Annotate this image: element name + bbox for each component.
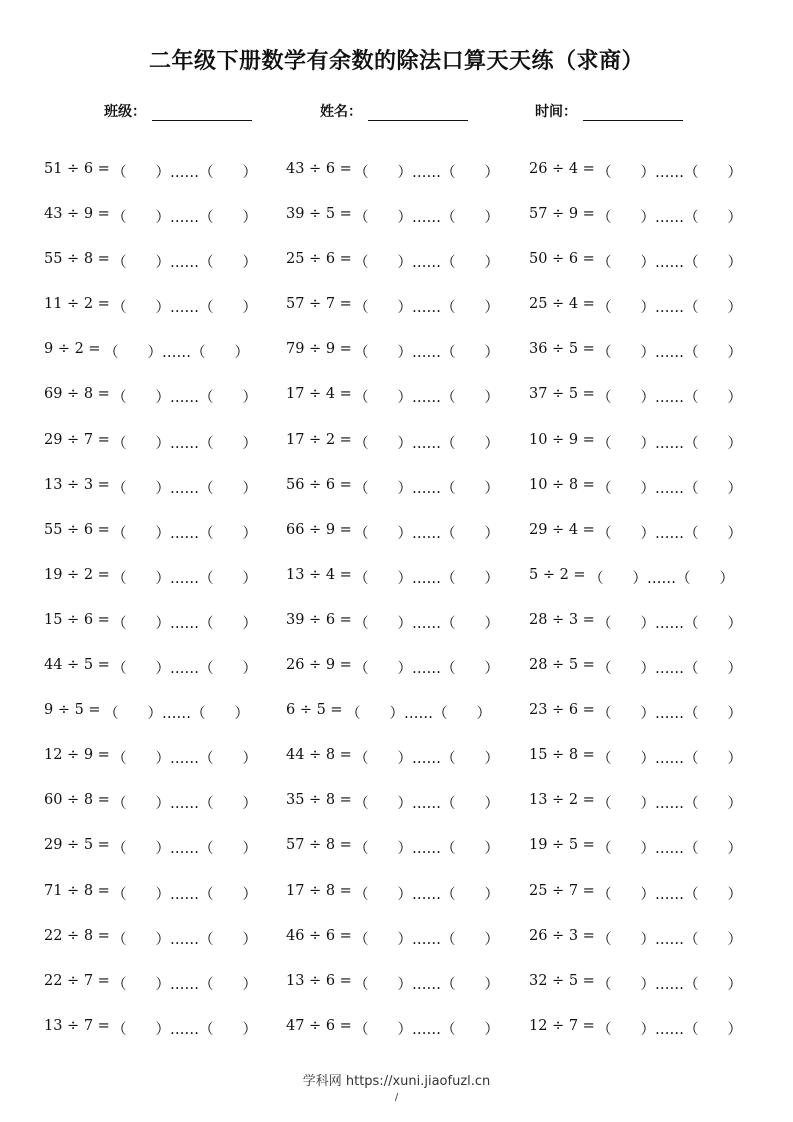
problem-expression: 35 ÷ 8 = [286,792,352,809]
answer-blanks[interactable]: （ ）……（ ） [589,570,734,587]
problem-row [44,150,764,195]
answer-blanks[interactable]: （ ）……（ ） [112,976,257,993]
problem-expression: 66 ÷ 9 = [286,521,352,538]
problem-expression: 57 ÷ 9 = [529,206,595,223]
problem-item [286,432,526,454]
problem-item [286,477,526,499]
problem-row [44,646,764,691]
problem-row [44,330,764,375]
answer-blanks[interactable]: （ ）……（ ） [354,480,499,497]
problem-expression: 22 ÷ 8 = [44,927,110,944]
answer-blanks[interactable]: （ ）……（ ） [354,931,499,948]
problem-item [286,702,526,724]
problem-item [44,928,284,950]
problem-expression: 60 ÷ 8 = [44,792,110,809]
problem-item [286,206,526,228]
problem-expression: 10 ÷ 8 = [529,476,595,493]
problem-expression: 55 ÷ 8 = [44,251,110,268]
problem-expression: 43 ÷ 6 = [286,161,352,177]
footer-watermark: 学科网 https://xuni.jiaofuzl.cn [302,1074,491,1089]
answer-blanks[interactable]: （ ）……（ ） [354,345,499,362]
answer-blanks[interactable]: （ ）……（ ） [112,480,257,497]
problem-expression: 26 ÷ 3 = [529,927,595,944]
problem-item [44,206,284,228]
answer-blanks[interactable]: （ ）……（ ） [354,661,499,678]
problem-item [529,747,769,769]
answer-blanks[interactable]: （ ）……（ ） [112,661,257,678]
answer-blanks[interactable]: （ ）……（ ） [597,886,742,903]
answer-blanks[interactable]: （ ）……（ ） [597,751,742,768]
answer-blanks[interactable]: （ ）……（ ） [597,615,742,632]
problem-expression: 29 ÷ 4 = [529,521,595,538]
problem-item [44,522,284,544]
answer-blanks[interactable]: （ ）……（ ） [597,300,742,317]
problem-expression: 25 ÷ 7 = [529,882,595,899]
problem-item [44,702,284,724]
answer-blanks[interactable]: （ ）……（ ） [597,255,742,272]
answer-blanks[interactable]: （ ）……（ ） [354,165,499,181]
problem-row [44,872,764,917]
answer-blanks[interactable]: （ ）……（ ） [112,210,257,227]
problem-item [44,161,284,183]
problem-item [44,296,284,318]
problem-item [529,702,769,724]
answer-blanks[interactable]: （ ）……（ ） [354,390,499,407]
problem-row [44,285,764,330]
problem-expression: 17 ÷ 8 = [286,882,352,899]
problem-row [44,375,764,420]
problem-item [286,747,526,769]
class-field [104,100,252,121]
problem-item [529,432,769,454]
answer-blanks[interactable]: （ ）……（ ） [112,300,257,317]
problem-row [44,195,764,240]
answer-blanks[interactable]: （ ）……（ ） [597,480,742,497]
problem-item [286,161,526,183]
problem-item [286,296,526,318]
problem-expression: 5 ÷ 2 = [529,566,586,583]
answer-blanks[interactable]: （ ）……（ ） [597,165,742,181]
problem-row [44,691,764,736]
answer-blanks[interactable]: （ ）……（ ） [597,390,742,407]
problem-item [286,522,526,544]
problem-expression: 26 ÷ 9 = [286,657,352,674]
answer-blanks[interactable]: （ ）……（ ） [112,931,257,948]
answer-blanks[interactable]: （ ）……（ ） [354,751,499,768]
problem-expression: 9 ÷ 5 = [44,702,101,719]
answer-blanks[interactable]: （ ）……（ ） [354,886,499,903]
answer-blanks[interactable]: （ ）……（ ） [354,841,499,858]
answer-blanks[interactable]: （ ）……（ ） [597,796,742,813]
time-field [535,100,683,121]
answer-blanks[interactable]: （ ）……（ ） [112,751,257,768]
answer-blanks[interactable]: （ ）……（ ） [597,976,742,993]
problem-expression: 79 ÷ 9 = [286,341,352,358]
problem-item [286,928,526,950]
problem-expression: 13 ÷ 7 = [44,1017,110,1034]
problem-item [44,432,284,454]
problem-expression: 17 ÷ 2 = [286,431,352,448]
problem-item [529,161,769,183]
name-field [320,100,468,121]
problem-item [286,973,526,995]
problem-item [44,477,284,499]
problem-expression: 57 ÷ 8 = [286,837,352,854]
problem-item [286,612,526,634]
problem-item [286,386,526,408]
answer-blanks[interactable]: （ ）……（ ） [597,706,742,723]
answer-blanks[interactable]: （ ）……（ ） [112,165,257,181]
answer-blanks[interactable]: （ ）……（ ） [112,1021,257,1038]
problem-item [529,1018,769,1040]
answer-blanks[interactable]: （ ）……（ ） [112,841,257,858]
problem-expression: 39 ÷ 5 = [286,206,352,223]
problem-item [286,341,526,363]
problem-expression: 17 ÷ 4 = [286,386,352,403]
problem-expression: 47 ÷ 6 = [286,1017,352,1034]
problem-row [44,917,764,962]
problem-item [44,883,284,905]
problem-expression: 55 ÷ 6 = [44,521,110,538]
problem-item [286,251,526,273]
answer-blanks[interactable]: （ ）……（ ） [112,796,257,813]
time-blank[interactable] [583,100,683,121]
answer-blanks[interactable]: （ ）……（ ） [597,841,742,858]
answer-blanks[interactable]: （ ）……（ ） [354,1021,499,1038]
name-blank[interactable] [368,100,468,121]
problem-item [529,251,769,273]
problem-grid [44,150,764,1052]
problem-item [529,206,769,228]
problem-expression: 36 ÷ 5 = [529,341,595,358]
answer-blanks[interactable]: （ ）……（ ） [597,931,742,948]
answer-blanks[interactable]: （ ）……（ ） [597,1021,742,1038]
answer-blanks[interactable]: （ ）……（ ） [112,390,257,407]
problem-expression: 69 ÷ 8 = [44,386,110,403]
problem-item [44,837,284,859]
problem-item [44,567,284,589]
problem-item [529,928,769,950]
problem-row [44,781,764,826]
problem-expression: 12 ÷ 7 = [529,1017,595,1034]
problem-row [44,421,764,466]
problem-item [529,973,769,995]
problem-item [529,837,769,859]
answer-blanks[interactable]: （ ）……（ ） [597,435,742,452]
problem-expression: 12 ÷ 9 = [44,747,110,764]
problem-expression: 44 ÷ 5 = [44,657,110,674]
problem-expression: 46 ÷ 6 = [286,927,352,944]
problem-expression: 50 ÷ 6 = [529,251,595,268]
problem-row [44,736,764,781]
problem-expression: 29 ÷ 5 = [44,837,110,854]
problem-item [529,477,769,499]
problem-expression: 13 ÷ 2 = [529,792,595,809]
answer-blanks[interactable]: （ ）……（ ） [112,525,257,542]
answer-blanks[interactable]: （ ）……（ ） [112,435,257,452]
problem-expression: 43 ÷ 9 = [44,206,110,223]
problem-expression: 23 ÷ 6 = [529,702,595,719]
problem-item [44,341,284,363]
problem-expression: 29 ÷ 7 = [44,431,110,448]
problem-expression: 13 ÷ 6 = [286,972,352,989]
problem-item [529,341,769,363]
answer-blanks[interactable]: （ ）……（ ） [354,435,499,452]
answer-blanks[interactable]: （ ）……（ ） [354,976,499,993]
time-label: 时间： [535,104,577,120]
answer-blanks[interactable]: （ ）……（ ） [597,525,742,542]
problem-row [44,240,764,285]
problem-expression: 11 ÷ 2 = [44,296,110,313]
problem-item [286,657,526,679]
problem-expression: 32 ÷ 5 = [529,972,595,989]
problem-item [44,973,284,995]
answer-blanks[interactable]: （ ）……（ ） [597,210,742,227]
problem-expression: 28 ÷ 5 = [529,657,595,674]
problem-item [529,386,769,408]
problem-row [44,466,764,511]
page-title: 二年级下册数学有余数的除法口算天天练（求商） [148,49,644,74]
problem-expression: 9 ÷ 2 = [44,341,101,358]
problem-item [44,1018,284,1040]
problem-expression: 37 ÷ 5 = [529,386,595,403]
problem-expression: 15 ÷ 6 = [44,611,110,628]
problem-item [286,1018,526,1040]
class-blank[interactable] [152,100,252,121]
problem-expression: 26 ÷ 4 = [529,161,595,177]
problem-item [529,657,769,679]
problem-item [529,296,769,318]
problem-item [529,612,769,634]
page-mark: / [394,1092,399,1103]
problem-item [286,792,526,814]
answer-blanks[interactable]: （ ）……（ ） [112,570,257,587]
problem-row [44,962,764,1007]
problem-expression: 57 ÷ 7 = [286,296,352,313]
problem-expression: 10 ÷ 9 = [529,431,595,448]
answer-blanks[interactable]: （ ）……（ ） [112,615,257,632]
answer-blanks[interactable]: （ ）……（ ） [354,615,499,632]
answer-blanks[interactable]: （ ）……（ ） [354,300,499,317]
class-label: 班级： [104,104,146,120]
answer-blanks[interactable]: （ ）……（ ） [354,525,499,542]
problem-expression: 19 ÷ 5 = [529,837,595,854]
problem-expression: 6 ÷ 5 = [286,702,343,719]
problem-expression: 28 ÷ 3 = [529,611,595,628]
problem-expression: 22 ÷ 7 = [44,972,110,989]
answer-blanks[interactable]: （ ）……（ ） [354,210,499,227]
problem-expression: 25 ÷ 4 = [529,296,595,313]
problem-item [44,657,284,679]
problem-expression: 25 ÷ 6 = [286,251,352,268]
answer-blanks[interactable]: （ ）……（ ） [354,796,499,813]
answer-blanks[interactable]: （ ）……（ ） [597,345,742,362]
problem-item [286,883,526,905]
problem-expression: 56 ÷ 6 = [286,476,352,493]
problem-item [529,567,769,589]
problem-item [44,612,284,634]
problem-item [529,883,769,905]
answer-blanks[interactable]: （ ）……（ ） [346,706,491,723]
problem-item [44,792,284,814]
problem-item [44,251,284,273]
problem-expression: 13 ÷ 3 = [44,476,110,493]
problem-item [529,522,769,544]
problem-row [44,601,764,646]
answer-blanks[interactable]: （ ）……（ ） [354,570,499,587]
problem-row [44,511,764,556]
answer-blanks[interactable]: （ ）……（ ） [104,345,249,362]
problem-expression: 15 ÷ 8 = [529,747,595,764]
problem-item [286,837,526,859]
answer-blanks[interactable]: （ ）……（ ） [597,661,742,678]
answer-blanks[interactable]: （ ）……（ ） [354,255,499,272]
problem-row [44,826,764,871]
problem-item [286,567,526,589]
problem-expression: 39 ÷ 6 = [286,611,352,628]
answer-blanks[interactable]: （ ）……（ ） [112,886,257,903]
problem-expression: 51 ÷ 6 = [44,161,110,177]
problem-expression: 71 ÷ 8 = [44,882,110,899]
problem-item [44,386,284,408]
problem-expression: 44 ÷ 8 = [286,747,352,764]
problem-item [529,792,769,814]
answer-blanks[interactable]: （ ）……（ ） [112,255,257,272]
name-label: 姓名： [320,104,362,120]
problem-expression: 13 ÷ 4 = [286,566,352,583]
problem-expression: 19 ÷ 2 = [44,566,110,583]
problem-item [44,747,284,769]
problem-row [44,1007,764,1052]
answer-blanks[interactable]: （ ）……（ ） [104,706,249,723]
problem-row [44,556,764,601]
